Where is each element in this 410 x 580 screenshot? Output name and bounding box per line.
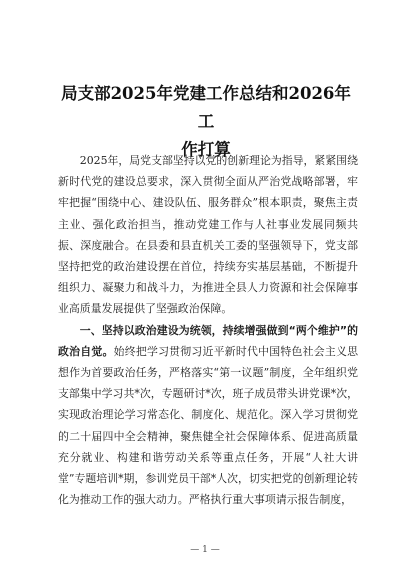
document-title-line-2: 作打算 [181,140,231,159]
intro-paragraph [58,150,358,320]
section-one-paragraph [58,320,358,511]
section-heading: 一、坚持以政治建设为统领，持续增强做到“两个维护”的政治自觉。 [58,323,358,358]
document-body [58,150,358,510]
section-one-text: 始终把学习贯彻习近平新时代中国特色社会主义思想作为首要政治任务，严格落实“第一议题”制度，全年组织党支部集中学习共*次，专题研讨*次，班子成员带头讲党课*次，实现政治理论学习常态化、制度化、规范化。深入学习贯彻党的二十届四中全会精神，聚焦健全社会保障体系、促进高质量充分就业、构建和谐劳动关系等重点任务，开展“人社大讲堂”专题培训*期，参训党员干部*人次，切实把党的创新理论转化为推动工作的强大动力。严格执行重大事项请示报告制度， [58,344,358,507]
intro-paragraph-text: 2025年，局党支部坚持以党的创新理论为指导，紧紧围绕新时代党的建设总要求，深入贯彻全面从严治党战略部署，牢牢把握“围绕中心、建设队伍、服务群众”根本职责，聚焦主责主业、强化政治担当，推动党建工作与人社事业发展同频共振、深度融合。在县委和县直机关工委的坚强领导下，党支部坚持把党的政治建设摆在首位，持续夯实基层基础，不断提升组织力、凝聚力和战斗力，为推进全县人力资源和社会保障事业高质量发展提供了坚强政治保障。 [58,154,358,316]
document-title-line-1: 局支部2025年党建工作总结和2026年工 [61,84,351,131]
page-number: — 1 — [190,545,220,555]
